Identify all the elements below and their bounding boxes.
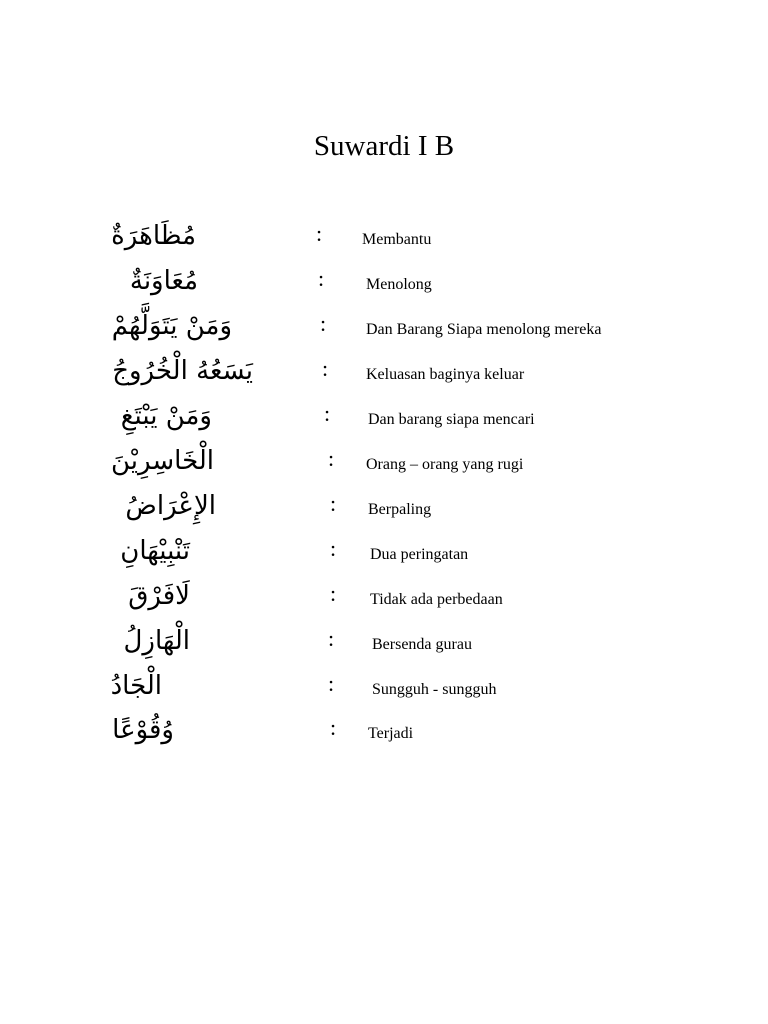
separator-colon: :: [322, 356, 329, 381]
separator-colon: :: [318, 266, 325, 291]
separator-colon: :: [328, 671, 335, 696]
vocab-row: [0, 394, 768, 438]
meaning-text: Dan Barang Siapa menolong mereka: [366, 321, 602, 338]
vocab-row: [0, 439, 768, 483]
separator-colon: :: [320, 311, 327, 336]
arabic-term: الْخَاسِرِيْنَ: [110, 446, 214, 476]
meaning-text: Keluasan baginya keluar: [366, 366, 525, 383]
meaning-text: Dua peringatan: [370, 546, 469, 563]
vocab-row: [0, 664, 768, 708]
arabic-term: الْجَادُ: [110, 671, 162, 701]
meaning-text: Dan barang siapa mencari: [368, 411, 535, 428]
arabic-term: يَسَعُهُ الْخُرُوجُ: [112, 356, 253, 386]
arabic-term: وُقُوْعًا: [112, 715, 174, 745]
arabic-term: مُظَاهَرَةٌ: [111, 221, 196, 251]
vocab-row: [0, 484, 768, 528]
arabic-term: وَمَنْ يَتَوَلَّهُمْ: [111, 311, 232, 341]
meaning-text: Sungguh - sungguh: [372, 681, 497, 698]
arabic-term: تَنْبِيْهَانِ: [120, 536, 190, 566]
meaning-text: Berpaling: [368, 501, 432, 518]
separator-colon: :: [330, 715, 337, 740]
separator-colon: :: [330, 581, 337, 606]
arabic-term: الْهَازِلُ: [123, 626, 190, 656]
meaning-text: Orang – orang yang rugi: [366, 456, 524, 473]
vocab-row: [0, 259, 768, 303]
separator-colon: :: [328, 446, 335, 471]
meaning-text: Terjadi: [368, 725, 414, 742]
page-title: Suwardi I B: [313, 130, 455, 162]
meaning-text: Tidak ada perbedaan: [370, 591, 503, 608]
meaning-text: Menolong: [366, 276, 432, 293]
arabic-term: وَمَنْ يَبْتَغِ: [120, 401, 212, 431]
meaning-text: Membantu: [362, 231, 432, 248]
meaning-text: Bersenda gurau: [372, 636, 472, 653]
separator-colon: :: [330, 491, 337, 516]
separator-colon: :: [328, 626, 335, 651]
separator-colon: :: [316, 221, 323, 246]
arabic-term: مُعَاوَنَةٌ: [129, 266, 198, 296]
vocab-row: [0, 574, 768, 618]
arabic-term: الإِعْرَاضُ: [125, 491, 216, 521]
vocab-row: [0, 304, 768, 348]
vocab-row: [0, 708, 768, 752]
vocab-row: [0, 349, 768, 393]
vocab-row: [0, 214, 768, 258]
vocab-row: [0, 619, 768, 663]
arabic-term: لَافَرْقَ: [128, 581, 190, 611]
separator-colon: :: [330, 536, 337, 561]
vocab-row: [0, 529, 768, 573]
separator-colon: :: [324, 401, 331, 426]
